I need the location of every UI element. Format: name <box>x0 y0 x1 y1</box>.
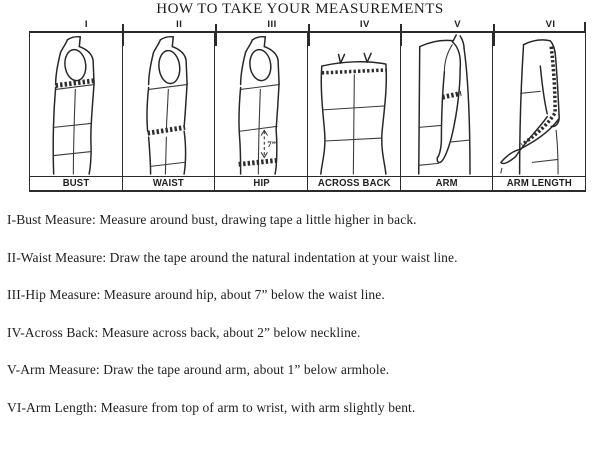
numeral-bust: I <box>84 19 88 30</box>
instruction-arm: V-Arm Measure: Draw the tape around arm, about 1” below armhole. <box>7 362 390 378</box>
hip-depth-annotation: 7” <box>267 138 277 149</box>
across-back-figure-illustration <box>308 33 400 176</box>
numeral-waist: II <box>176 19 183 30</box>
panel-hip <box>215 33 308 176</box>
divider-tick <box>493 24 495 46</box>
label-arm-length: ARM LENGTH <box>493 177 586 190</box>
label-row <box>29 176 586 192</box>
label-arm: ARM <box>401 177 494 190</box>
label-hip: HIP <box>215 177 308 190</box>
label-waist: WAIST <box>123 177 216 190</box>
instruction-waist: II-Waist Measure: Draw the tape around the natural indentation at your waist line. <box>7 249 458 265</box>
bust-figure-illustration <box>30 33 122 176</box>
figure-row <box>29 31 586 176</box>
numeral-hip: III <box>267 19 277 30</box>
panel-arm-length <box>493 33 586 176</box>
instruction-arm-length: VI-Arm Length: Measure from top of arm to wrist, with arm slightly bent. <box>7 399 416 415</box>
measurement-diagram <box>29 19 586 192</box>
waist-figure-illustration <box>123 33 215 176</box>
divider-tick <box>308 24 310 46</box>
instructions-list <box>7 212 595 438</box>
panel-bust <box>30 33 123 176</box>
numeral-arm-length: VI <box>545 19 556 30</box>
divider-tick <box>122 24 124 46</box>
numeral-across-back: IV <box>359 19 370 30</box>
label-across-back: ACROSS BACK <box>308 177 401 190</box>
arm-length-figure-illustration <box>493 33 585 176</box>
instruction-hip: III-Hip Measure: Measure around hip, about 7” below the waist line. <box>7 287 385 303</box>
divider-tick <box>584 22 586 33</box>
instruction-bust: I-Bust Measure: Measure around bust, drawing tape a little higher in back. <box>7 212 417 227</box>
instruction-across-back: IV-Across Back: Measure across back, about 2” below neckline. <box>7 324 361 340</box>
panel-arm <box>401 33 494 176</box>
arm-figure-illustration <box>401 33 493 176</box>
label-bust: BUST <box>30 177 123 190</box>
panel-waist <box>123 33 216 176</box>
panel-across-back <box>308 33 401 176</box>
hip-figure-illustration <box>215 33 307 176</box>
divider-tick <box>215 24 217 46</box>
page-title: HOW TO TAKE YOUR MEASUREMENTS <box>156 1 444 17</box>
numeral-arm: V <box>454 19 462 30</box>
divider-tick <box>400 24 402 46</box>
